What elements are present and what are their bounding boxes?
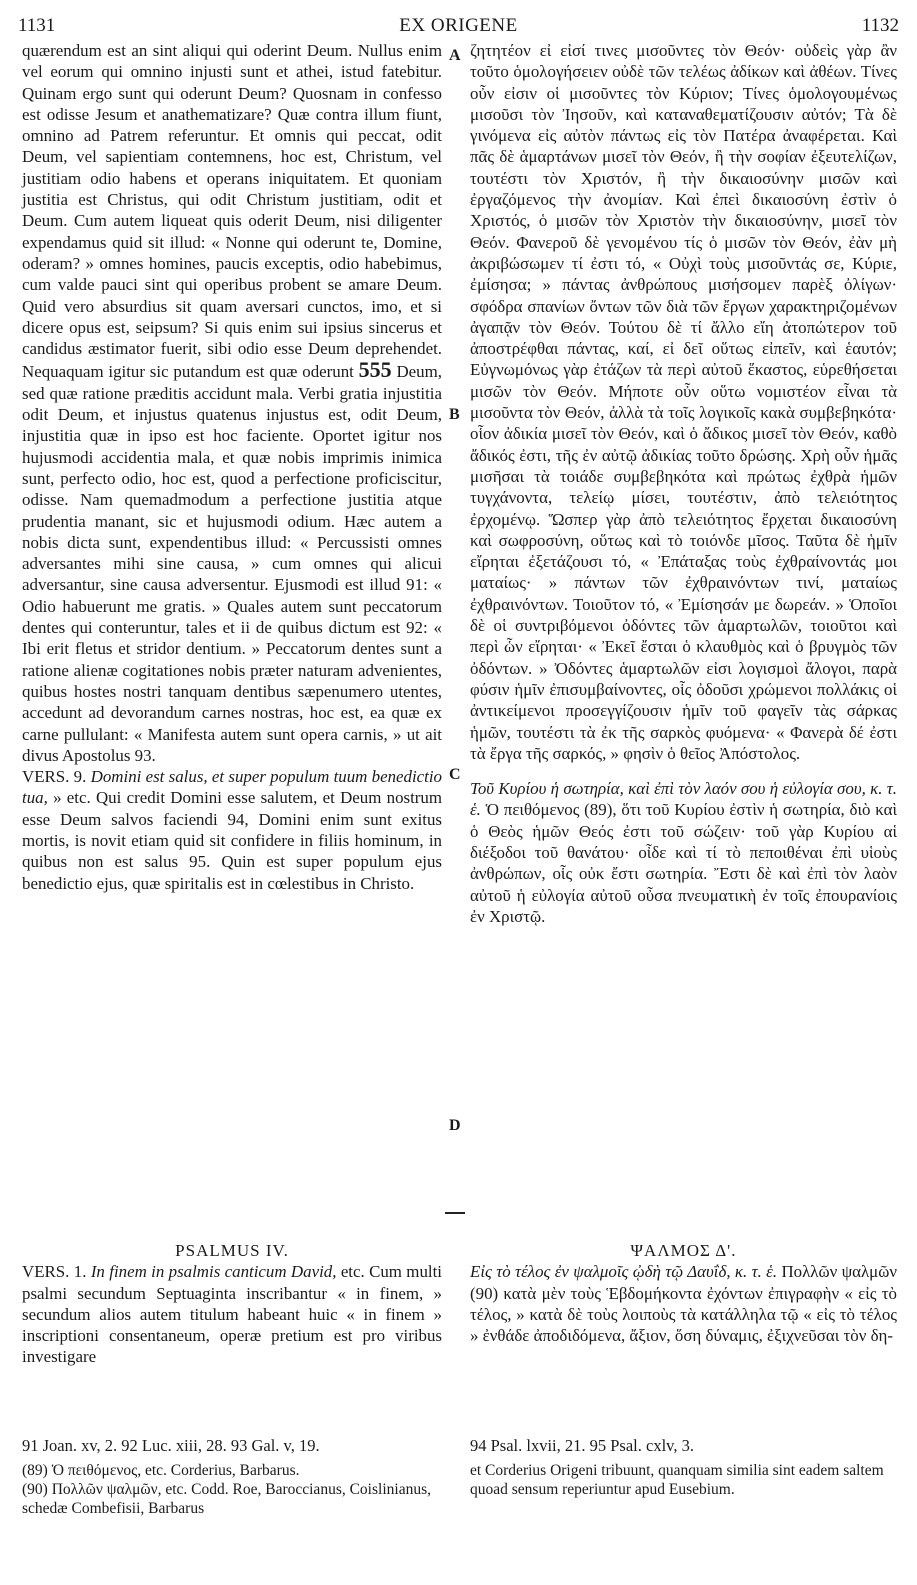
footnote-89: (89) Ὁ πειθόμενος, etc. Corderius, Barbarus.: [22, 1462, 300, 1479]
page-number-right: 1132: [861, 15, 899, 36]
greek-verse-1-text: Πολλῶν ψαλμῶν (90) κατὰ μὲν τοὺς Ἑβδομήκοντα ἐχόντων ἐπιγραφὴν « εἰς τὸ τέλος, » κατὰ δὲ τοὺς λοιποὺς τὰ κατάλληλα τῷ « εἰς τὸ τέλος » ἐνθάδε ἀποδιδόμενα, ἄξιον, ὅση δύναμις, ἐξιχνεῦσαι τὸν δη-: [470, 1262, 897, 1346]
latin-verse-1-label: VERS. 1.: [22, 1262, 87, 1282]
margin-marker-c: C: [449, 766, 461, 783]
latin-verse-9-text: » etc. Qui credit Domini esse salutem, et Deum nostrum esse Deum salvos faciendi 94, Domini enim sunt exitus mortis, is novit etiam quid sit confidere in filiis hominum, in quibus non est salus 95. Quin est super populum ejus benedictio ejus, quæ spiritalis est in cœlestibus in Christo.: [22, 788, 442, 893]
latin-footnotes: [22, 1436, 442, 1518]
latin-psalm-4: [22, 1240, 442, 1368]
greek-psalm-title: ΨΑΛΜΟΣ Δ'.: [630, 1241, 737, 1260]
latin-psalm-verse-1: [22, 1261, 442, 1367]
margin-marker-d: D: [449, 1117, 461, 1134]
latin-scripture-refs: 91 Joan. xv, 2. 92 Luc. xiii, 28. 93 Gal. v, 19.: [22, 1436, 320, 1455]
margin-marker-a: A: [449, 47, 461, 64]
greek-scripture-refs: 94 Psal. lxvii, 21. 95 Psal. cxlv, 3.: [470, 1436, 694, 1455]
greek-paragraph: ζητητέον εἰ εἰσί τινες μισοῦντες τὸν Θεόν· οὐδεὶς γὰρ ἂν τοῦτο ὁμολογήσειεν οὐδὲ τῶν τελέως ἀδίκων καὶ ἀθέων. Τίνες οὖν εἰσιν οἱ μισοῦντες τὸν Κύριον; Τίνες ὁμολογουμένως μισοῦσι τὸν Ἰησοῦν, καὶ καταναθεματίζουσιν αὐτόν; Τὰ δὲ γινόμενα εἰς αὐτὸν πάντως εἰς τὸν Πατέρα ἀναφέρεται. Καὶ πᾶς δὲ ἁμαρτάνων μισεῖ τὸν Θεόν, ἢ τὴν σοφίαν ἐξευτελίζων, τουτέστι τὸν Χριστόν, ἢ τὴν δικαιοσύνην μισῶν καὶ ἐργαζόμενος τὴν ἀνομίαν. Καὶ ἐπεὶ δικαιοσύνη ἐστὶν ὁ Χριστός, ὁ μισῶν τὸν Χριστὸν τὴν δικαιοσύνην, μισεῖ τὸν Θεόν. Φανεροῦ δὲ γενομένου τίς ὁ μισῶν τὸν Θεόν, ἐὰν μὴ ἀκριβώσωμεν τί ἐστι τό, « Οὐχὶ τοὺς μισοῦντάς σε, Κύριε, ἐμίσησα; » πάντας ἀνθρώπους μισήσομεν παρὲξ ὀλίγων· σφόδρα σπανίων ὄντων τῶν διὰ τῶν ἔργων χαρακτηριζομένων ἀγαπᾷν τὸν Θεόν. Τούτου δὲ τί ἄλλο εἴη ἀτοπώτερον τοῦ ἀποστρέφθαι πάντας, καί, εἰ δεῖ οὕτως εἰπεῖν, καὶ ἑαυτόν; Εὐγνωμόνως γὰρ ἐτάζων τὰ περὶ αὐτοῦ ἕκαστος, εὑρεθήσεται μισῶν τὸν Θεόν. Μήποτε οὖν οὕτω νομιστέον εἶναι τὰ μισοῦντα τὸν Θεόν, ἀλλὰ τὰ τοῖς λογικοῖς κακὰ συμβεβηκότα· οἷον ἀδικία μισεῖ τὸν Θεόν, καὶ ὁ ἄδικος μισεῖ τὸν Θεόν, καθὸ ἄδικός ἐστι, τῆς ἐν αὐτῷ ἀδικίας τοῦτο δρώσης. Χρὴ οὖν ἡμᾶς μισῆσαι τὰ τοιάδε συμβεβηκότα καὶ πρώτως ἐχθρὰ ἡμῶν τυγχάνοντα, τελείῳ μίσει, τουτέστιν, ἀπὸ τελειότητος ἐρχομένῳ. Ὥσπερ γὰρ ἀπὸ τελειότητος ἔρχεται δικαιοσύνη καὶ σωφροσύνη, οὕτως καὶ τὸ τοιόνδε μῖσος. Ταῦτα δὲ ἡμῖν εἴρηται ἐξετάζουσι τό, « Ἐπάταξας τοὺς ἐχθραίνοντάς μοι ματαίως· » πάντων τῶν ἐχθραινόντων τινί, ματαίως ἐχθραινόντων. Τοιοῦτον τό, « Ἐμίσησάν με δωρεάν. » Ὁποῖοι δὲ οἱ συντριβόμενοι ὀδόντες τῶν ἁμαρτωλῶν, τοιοῦτοι καὶ περὶ ὧν εἴρηται· « Ἐκεῖ ἔσται ὁ κλαυθμὸς καὶ ὁ βρυγμὸς τῶν ὀδόντων. » Ὀδόντες ἁμαρτωλῶν εἰσι λογισμοὶ ἄλογοι, παρὰ φύσιν ἡμῖν ἐπισυμβαίνοντες, οἷς ὀδοῦσι χρώμενοι πολλάκις οἱ ἀντικείμενοι προσεγγίζουσιν ἡμῖν τοῦ φαγεῖν τὰς σάρκας ἡμῶν, τουτέστι τὰ ἐκ τῆς σαρκὸς φυόμενα· « Φανερὰ δέ ἐστι τὰ ἔργα τῆς σαρκός, » φησὶν ὁ θεῖος Ἀπόστολος.: [470, 41, 897, 763]
latin-verse-1-quote: In finem in psalmis canticum David,: [90, 1262, 337, 1282]
latin-verse-9: [22, 766, 442, 894]
latin-column: [22, 40, 442, 894]
greek-verse-9-quote: Τοῦ Κυρίου ἡ σωτηρία, καὶ ἐπὶ τὸν λαόν σου ἡ εὐλογία σου, κ. τ. ἑ.: [470, 779, 897, 820]
footnote-continuation: et Corderius Origeni tribuunt, quanquam similia sint eadem saltem quoad sensum reperiuntur apud Eusebium.: [470, 1462, 884, 1498]
margin-marker-b: B: [449, 406, 460, 423]
latin-text-2: Deum, sed quæ ratione præditis accidunt mala. Verbi gratia injustitia odit Deum, et injustus quatenus injustus est, odit Deum, injustitia quæ in ipso est hoc faciente. Oportet igitur nos hujusmodi accidentia mala, et quæ nobis imprimis inimica sunt, perfecto odio, hoc est, quod a perfectione proficiscitur, odisse. Nam quemadmodum a perfectione justitia atque prudentia manant, sic et hujusmodi odium. Hæc autem a nobis dicta sunt, expendentibus illud: « Percussisti omnes adversantes mihi sine causa, » cum omnes qui alicui adversantur, sine causa adversentur. Ejusmodi est illud 91: « Odio habuerunt me gratis. » Quales autem sunt peccatorum dentes qui conteruntur, tales et ii de quibus dictum est 92: « Ibi erit fletus et stridor dentium. » Peccatorum dentes sunt a ratione alienæ cogitationes nobis præter naturam advenientes, quibus hostes nostri tanquam dentibus sæpenumero utentes, accedunt ad devorandum carnes nostras, hoc est, ea quæ ex carne pullulant: « Manifesta autem sunt opera carnis, » ut ait divus Apostolus 93.: [22, 362, 442, 765]
footnote-90: (90) Πολλῶν ψαλμῶν, etc. Codd. Roe, Baroccianus, Coislinianus, schedæ Combefisii, Barbarus: [22, 1481, 431, 1517]
latin-text-1: quærendum est an sint aliqui qui oderint Deum. Nullus enim vel eorum qui omnino injusti sunt et athei, istud fatebitur. Quinam ergo sunt qui oderunt Deum? Quosnam in confesso est odisse Jesum et anathematizare? Quæ contra illum fiunt, omnino ad Patrem referuntur. Et omnis qui peccat, odit Deum, vel sapientiam contemnens, hoc est, Christum, vel justitiam odio habens et operans iniquitatem. Et quoniam justitia est Christus, qui odit Christum justitiam, odit et Deum. Cum autem liqueat quis oderit Deum, nisi diligenter expendamus quid sit illud: « Nonne qui oderunt te, Domine, oderam? » omnes homines, paucis exceptis, odio habebimus, cum valde pauci sint qui operibus probent se amare Deum. Quid vero absurdius sit quam aversari cunctos, imo, et si dicere opus est, seipsum? Si quis enim sui ipsius sincerus et candidus æstimator fuerit, sibi odio esse Deum deprehendet. Nequaquam igitur sic putandum est quæ oderunt: [22, 41, 442, 382]
section-divider: [445, 1212, 465, 1214]
greek-psalm-4: [470, 1240, 897, 1346]
latin-paragraph: [22, 40, 442, 766]
latin-verse-1-text: etc. Cum multi psalmi secundum Septuaginta inscribantur « in finem, » secundum alios autem titulum habeant huic « in finem » inscriptioni consentaneum, operæ pretium est pro viribus investigare: [22, 1262, 442, 1367]
greek-column: [470, 40, 897, 927]
latin-verse-9-quote: Domini est salus, et super populum tuum benedictio tua,: [22, 767, 442, 808]
greek-verse-9-text: Ὁ πειθόμενος (89), ὅτι τοῦ Κυρίου ἐστὶν ἡ σωτηρία, διὸ καὶ ὁ Θεὸς ἡμῶν Θεός ἐστι τοῦ σώζειν· τοῦ γὰρ Κυρίου αἱ διέξοδοι τοῦ θανάτου· οἶδε καὶ τί τὸ πεποιθέναι ἐπὶ υἱοὺς ἀνθρώπων, οἷς οὐκ ἔστι σωτηρία. Ἔστι δὲ καὶ ἐπὶ τὸν λαὸν αὐτοῦ ἡ εὐλογία αὐτοῦ οὖσα πνευματικὴ ἐν τοῖς ἐπουρανίοις ἐν Χριστῷ.: [470, 800, 897, 926]
greek-psalm-verse-1: [470, 1261, 897, 1346]
page-number-left: 1131: [18, 15, 56, 36]
running-title: EX ORIGENE: [399, 15, 518, 36]
greek-verse-9: [470, 778, 897, 927]
latin-psalm-title: PSALMUS IV.: [175, 1241, 289, 1260]
page-mark: 555: [358, 357, 392, 383]
greek-verse-1-quote: Εἰς τὸ τέλος ἐν ψαλμοῖς ᾠδὴ τῷ Δαυΐδ, κ. τ. ἑ.: [470, 1262, 778, 1282]
latin-verse-9-label: VERS. 9.: [22, 767, 87, 787]
greek-footnotes: [470, 1436, 897, 1499]
